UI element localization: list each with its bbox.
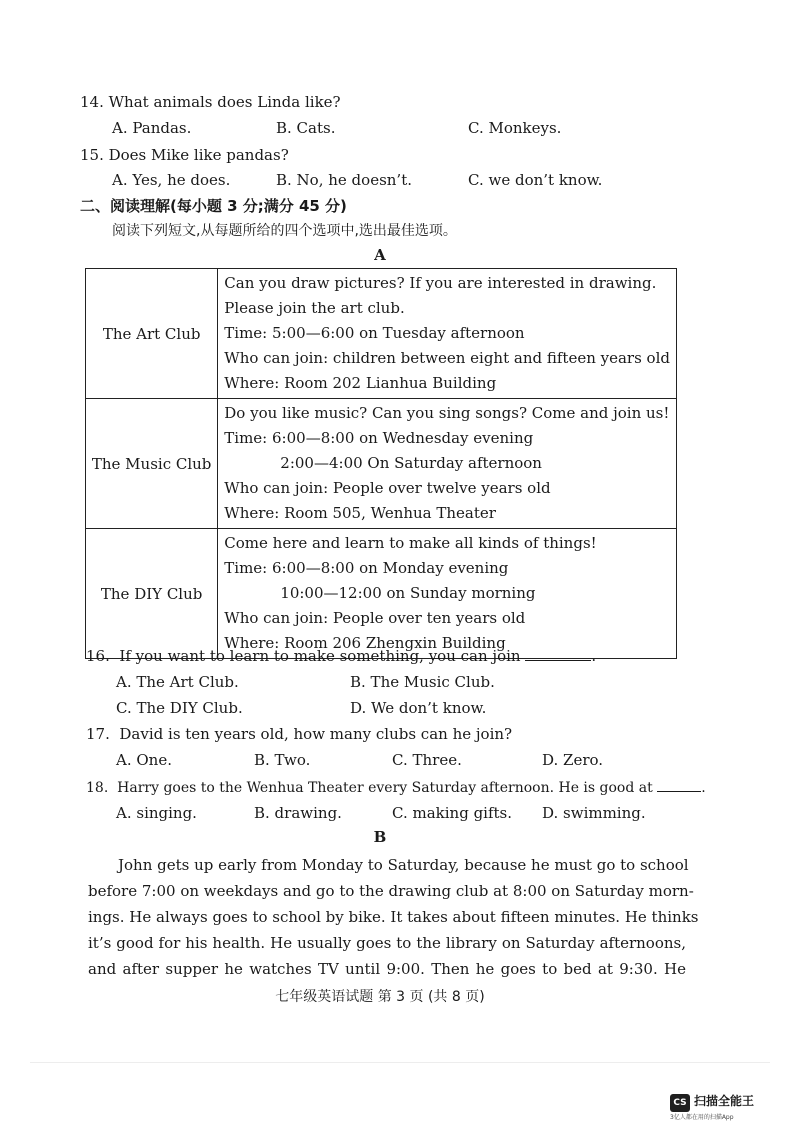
clubs-table [85,268,677,659]
club-row-diy [86,529,677,659]
club-line: Time: 5:00—6:00 on Tuesday afternoon [224,324,525,342]
club-row-art [86,269,677,399]
club-line: 2:00—4:00 On Saturday afternoon [280,454,542,472]
question-number: 17. [86,725,110,743]
question-16-option-d: D. We don’t know. [350,699,487,717]
scanner-app-name: 扫描全能王 [694,1094,755,1108]
question-15-option-b: B. No, he doesn’t. [276,171,412,189]
club-line: Where: Room 206 Zhengxin Building [224,634,506,652]
club-line: 10:00—12:00 on Sunday morning [280,584,536,602]
scanner-watermark [670,1092,780,1120]
question-15-stem: 15. Does Mike like pandas? [80,146,289,164]
passage-line: before 7:00 on weekdays and go to the drawing club at 8:00 on Saturday morn- [88,882,694,900]
question-14-stem: 14. What animals does Linda like? [80,93,341,111]
question-15-option-c: C. we don’t know. [468,171,603,189]
scanner-logo-icon: CS [670,1094,690,1112]
club-line: Who can join: People over ten years old [224,609,526,627]
club-line: Can you draw pictures? If you are interested in drawing. [224,274,657,292]
question-number: 18. [86,780,109,796]
question-16 [86,646,596,666]
passage-line: it’s good for his health. He usually goes to the library on Saturday afternoons, [88,934,686,952]
club-line: Come here and learn to make all kinds of things! [224,534,597,552]
page-footer: 七年级英语试题 第 3 页 (共 8 页) [275,989,485,1005]
club-line: Do you like music? Can you sing songs? Come and join us! [224,404,670,422]
club-name: The Art Club [86,269,218,399]
scanner-tagline: 3亿人都在用的扫描App [670,1114,734,1121]
question-17-option-b: B. Two. [254,751,311,769]
question-stem: Harry goes to the Wenhua Theater every Saturday afternoon. He is good at [117,780,653,796]
question-18-option-a: A. singing. [116,804,197,822]
question-16-option-b: B. The Music Club. [350,673,495,691]
question-18-option-b: B. drawing. [254,804,342,822]
club-line: Who can join: children between eight and fifteen years old [224,349,670,367]
club-line: Please join the art club. [224,299,405,317]
club-info [218,529,677,659]
question-17-option-d: D. Zero. [542,751,604,769]
passage-line: John gets up early from Monday to Saturday, because he must go to school [118,856,689,874]
club-line: Where: Room 505, Wenhua Theater [224,504,496,522]
section-heading: 二、阅读理解(每小题 3 分;满分 45 分) [80,197,347,215]
question-17-option-a: A. One. [116,751,172,769]
passage-line: and after supper he watches TV until 9:00. Then he goes to bed at 9:30. He [88,960,686,978]
club-info [218,399,677,529]
club-line: Where: Room 202 Lianhua Building [224,374,497,392]
question-16-option-a: A. The Art Club. [116,673,239,691]
question-17-option-c: C. Three. [392,751,462,769]
club-line: Who can join: People over twelve years old [224,479,551,497]
question-14-option-b: B. Cats. [276,119,336,137]
passage-b [88,852,699,982]
question-14-option-c: C. Monkeys. [468,119,562,137]
club-name: The Music Club [86,399,218,529]
question-18-option-d: D. swimming. [542,804,646,822]
question-end: . [591,647,597,665]
answer-blank [525,646,591,661]
club-row-music [86,399,677,529]
passage-line: ings. He always goes to school by bike. It takes about fifteen minutes. He thinks [88,908,699,926]
question-17 [86,724,512,744]
part-b-label: B [373,828,387,846]
answer-blank [657,777,701,792]
scan-edge-divider [30,1062,770,1063]
question-15-option-a: A. Yes, he does. [112,171,231,189]
question-stem: David is ten years old, how many clubs can he join? [119,725,513,743]
question-14-option-a: A. Pandas. [112,119,192,137]
section-instruction: 阅读下列短文,从每题所给的四个选项中,选出最佳选项。 [112,223,457,239]
club-line: Time: 6:00—8:00 on Wednesday evening [224,429,534,447]
club-name: The DIY Club [86,529,218,659]
club-line: Time: 6:00—8:00 on Monday evening [224,559,509,577]
question-stem: If you want to learn to make something, you can join [119,647,521,665]
question-16-option-c: C. The DIY Club. [116,699,243,717]
question-18 [86,777,706,798]
club-info [218,269,677,399]
part-a-label: A [374,246,386,264]
question-number: 16. [86,647,110,665]
question-18-option-c: C. making gifts. [392,804,513,822]
question-end: . [701,780,706,796]
